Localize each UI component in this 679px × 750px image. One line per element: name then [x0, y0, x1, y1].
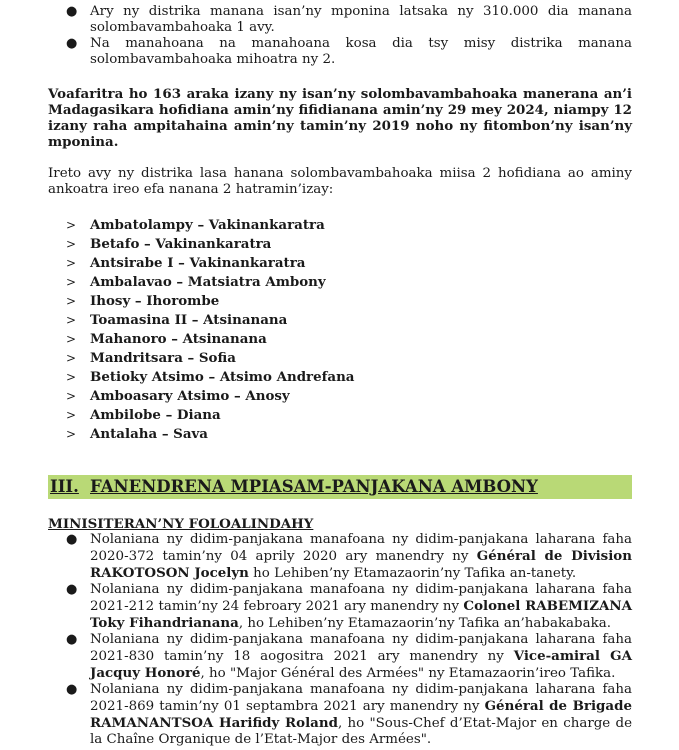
list-item: > Ambilobe – Diana: [66, 407, 221, 423]
list-item: ● Nolaniana ny didim-panjakana manafoana ny didim-panjakana laharana faha 2021-830 tamin’ny 18 aogositra 2021 ary manendry ny Vice-amiral GA Jacquy Honoré, ho "Major Général des Armées" ny Etamazaorin’ireo Tafika.: [66, 632, 632, 681]
appointee-name: Vice-amiral GA Jacquy Honoré: [90, 648, 632, 681]
section-heading: [48, 475, 632, 499]
list-item: ● Nolaniana ny didim-panjakana manafoana ny didim-panjakana laharana faha 2021-212 tamin’ny 24 febroary 2021 ary manendry ny Colonel RABEMIZANA Toky Fihandrianana, ho Lehiben’ny Etamazaorin’ny Tafika an’habakabaka.: [66, 582, 632, 631]
list-item: > Ihosy – Ihorombe: [66, 293, 220, 309]
appointee-name: Général de Brigade RAMANANTSOA Harifidy Roland: [90, 698, 632, 731]
appointee-name: Général de Division RAKOTOSON Jocelyn: [90, 548, 632, 581]
arrow-bullet-icon: >: [66, 332, 77, 346]
arrow-bullet-icon: >: [66, 313, 77, 327]
section-number: III.: [50, 477, 79, 496]
list-item: > Antsirabe I – Vakinankaratra: [66, 255, 306, 271]
list-item: > Amboasary Atsimo – Anosy: [66, 388, 290, 404]
list-item: > Toamasina II – Atsinanana: [66, 312, 288, 328]
appointment-list: [48, 532, 632, 748]
arrow-bullet-icon: >: [66, 370, 77, 384]
ministry-heading: MINISITERAN’NY FOLOALINDAHY: [48, 516, 314, 532]
list-item: > Ambatolampy – Vakinankaratra: [66, 217, 325, 233]
arrow-bullet-icon: >: [66, 408, 77, 422]
list-item: ● Ary ny distrika manana isan’ny mponina latsaka ny 310.000 dia manana solombavambahoaka 1 avy.: [66, 4, 632, 35]
list-item: ● Nolaniana ny didim-panjakana manafoana ny didim-panjakana laharana faha 2020-372 tamin’ny 04 aprily 2020 ary manendry ny Général de Division RAKOTOSON Jocelyn ho Lehiben’ny Etamazaorin’ny Tafika an-tanety.: [66, 532, 632, 581]
arrow-bullet-icon: >: [66, 237, 77, 251]
list-item: > Mahanoro – Atsinanana: [66, 331, 267, 347]
bullet-icon: ●: [66, 582, 78, 597]
bullet-icon: ●: [66, 632, 78, 647]
district-list: [66, 216, 354, 444]
list-item: > Betafo – Vakinankaratra: [66, 236, 272, 252]
list-item: ● Nolaniana ny didim-panjakana manafoana ny didim-panjakana laharana faha 2021-869 tamin’ny 01 septambra 2021 ary manendry ny Général de Brigade RAMANANTSOA Harifidy Roland, ho "Sous-Chef d’Etat-Major en charge de la Chaîne Organique de l’Etat-Major des Armées".: [66, 682, 632, 747]
list-item: > Betioky Atsimo – Atsimo Andrefana: [66, 369, 355, 385]
list-item: ● Na manahoana na manahoana kosa dia tsy misy distrika manana solombavambahoaka mihoatra ny 2.: [66, 36, 632, 67]
list-item: > Antalaha – Sava: [66, 426, 208, 442]
bullet-icon: ●: [66, 682, 78, 697]
arrow-bullet-icon: >: [66, 218, 77, 232]
section-title: FANENDRENA MPIASAM-PANJAKANA AMBONY: [90, 477, 538, 496]
bullet-icon: ●: [66, 532, 78, 547]
arrow-bullet-icon: >: [66, 351, 77, 365]
arrow-bullet-icon: >: [66, 275, 77, 289]
bullet-icon: ●: [66, 4, 78, 19]
list-item: > Ambalavao – Matsiatra Ambony: [66, 274, 326, 290]
arrow-bullet-icon: >: [66, 294, 77, 308]
list-item: > Mandritsara – Sofia: [66, 350, 236, 366]
bullet-icon: ●: [66, 36, 78, 51]
arrow-bullet-icon: >: [66, 389, 77, 403]
arrow-bullet-icon: >: [66, 256, 77, 270]
summary-paragraph: Voafaritra ho 163 araka izany ny isan’ny solombavambahoaka manerana an’i Madagasikara hofidiana amin’ny fifidianana amin’ny 29 mey 2024, niampy 12 izany raha ampitahaina amin’ny tamin’ny 2019 noho ny fitombon’ny isan’ny mponina.: [48, 86, 632, 150]
top-bullet-list: [48, 4, 632, 68]
arrow-bullet-icon: >: [66, 427, 77, 441]
intro-paragraph: Ireto avy ny distrika lasa hanana solombavambahoaka miisa 2 hofidiana ao aminy ankoatra ireo efa nanana 2 hatramin’izay:: [48, 166, 632, 197]
appointee-name: Colonel RABEMIZANA Toky Fihandrianana: [90, 598, 632, 631]
